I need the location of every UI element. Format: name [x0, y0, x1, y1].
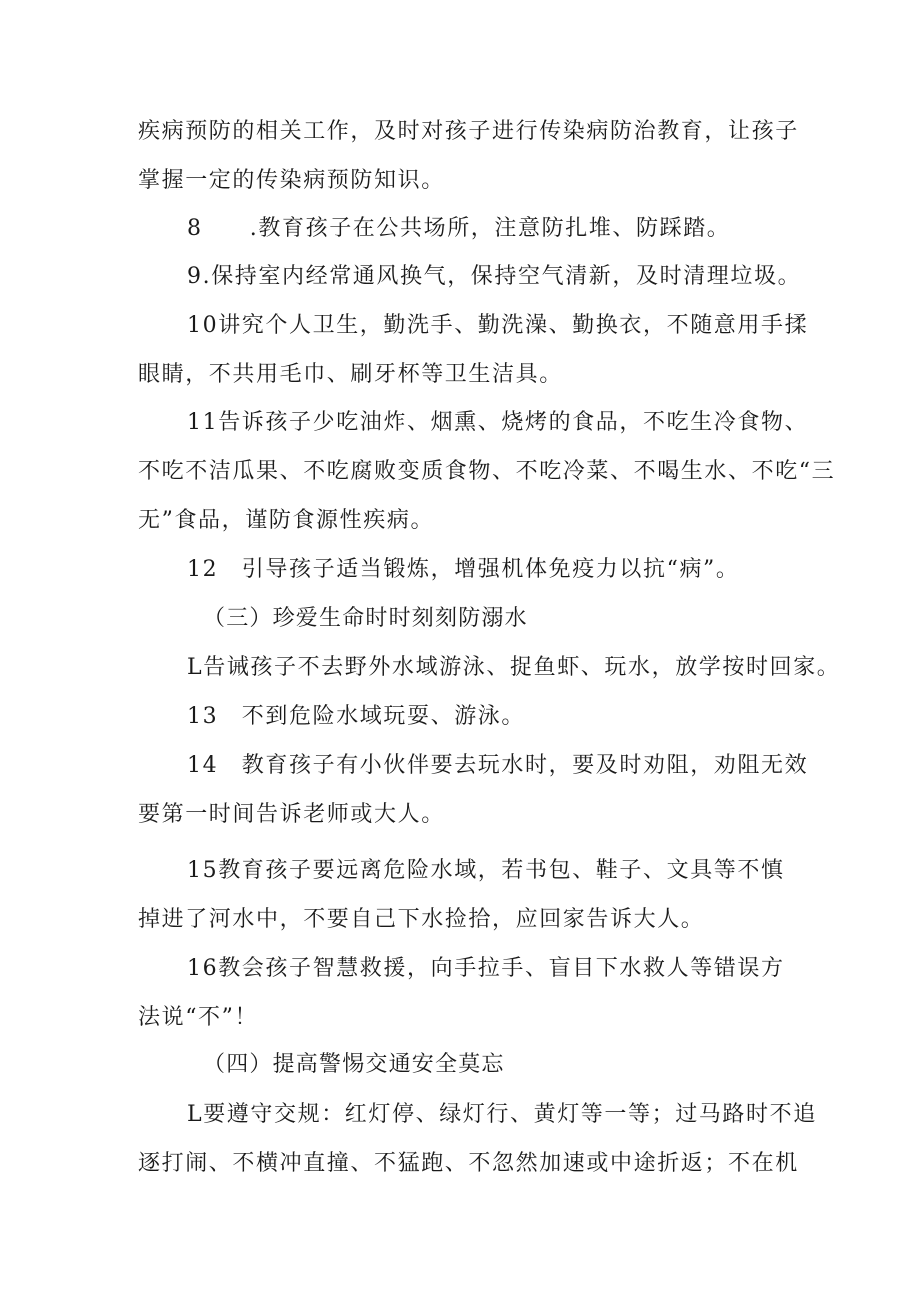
list-item-16: 16教会孩子智慧救援，向手拉手、盲目下水救人等错误方 [187, 956, 785, 981]
paragraph-line: 要第一时间告诉老师或大人。 [138, 802, 445, 827]
list-item-L: L告诫孩子不去野外水域游泳、捉鱼虾、玩水，放学按时回家。 [187, 655, 841, 680]
list-item-L2: L要遵守交规：红灯停、绿灯行、黄灯等一等；过马路时不追 [187, 1102, 817, 1127]
paragraph-line: 疾病预防的相关工作，及时对孩子进行传染病防治教育，让孩子 [138, 119, 799, 144]
list-item-10: 10讲究个人卫生，勤洗手、勤洗澡、勤换衣，不随意用手揉 [187, 313, 809, 338]
list-item-15: 15教育孩子要远离危险水域，若书包、鞋子、文具等不慎 [187, 858, 785, 883]
paragraph-line: 逐打闹、不横冲直撞、不猛跑、不忽然加速或中途折返；不在机 [138, 1151, 799, 1176]
paragraph-line: 无”食品，谨防食源性疾病。 [138, 508, 435, 533]
list-item-11: 11告诉孩子少吃油炸、烟熏、烧烤的食品，不吃生冷食物、 [187, 410, 809, 435]
list-item-14: 14 教育孩子有小伙伴要去玩水时，要及时劝阻，劝阻无效 [187, 753, 809, 778]
section-heading-3: （三）珍爱生命时时刻刻防溺水 [203, 606, 528, 631]
paragraph-line: 不吃不洁瓜果、不吃腐败变质食物、不吃冷菜、不喝生水、不吃“三 [138, 459, 836, 484]
paragraph-line: 法说“不”！ [138, 1005, 259, 1030]
paragraph-line: 掌握一定的传染病预防知识。 [138, 168, 445, 193]
list-item-9: 9.保持室内经常通风换气，保持空气清新，及时清理垃圾。 [187, 264, 802, 289]
paragraph-line: 掉进了河水中，不要自己下水捡拾，应回家告诉大人。 [138, 907, 705, 932]
list-item-8: 8 .教育孩子在公共场所，注意防扎堆、防踩踏。 [187, 216, 731, 241]
paragraph-line: 眼睛，不共用毛巾、刷牙杯等卫生洁具。 [138, 362, 563, 387]
section-heading-4: （四）提高警惕交通安全莫忘 [203, 1052, 505, 1077]
list-item-12: 12 引导孩子适当锻炼，增强机体免疫力以抗“病”。 [187, 557, 740, 582]
list-item-13: 13 不到危险水域玩耍、游泳。 [187, 704, 525, 729]
